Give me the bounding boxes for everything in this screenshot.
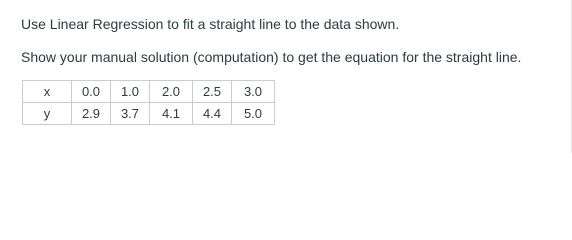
table-cell: 3.7 bbox=[111, 103, 150, 125]
instruction-text: Use Linear Regression to fit a straight line to the data shown. bbox=[21, 16, 400, 32]
table-row bbox=[23, 103, 275, 125]
solution-instruction-text: Show your manual solution (computation) to get the equation for the straight line. bbox=[21, 49, 522, 65]
data-table bbox=[22, 80, 275, 125]
table-cell: 1.0 bbox=[111, 81, 150, 103]
table-cell: 0.0 bbox=[72, 81, 111, 103]
table-row bbox=[23, 81, 275, 103]
row-label-x: x bbox=[23, 81, 72, 103]
table-cell: 2.5 bbox=[193, 81, 232, 103]
table-cell: 4.4 bbox=[193, 103, 232, 125]
table-cell: 3.0 bbox=[232, 81, 275, 103]
row-label-y: y bbox=[23, 103, 72, 125]
table-cell: 5.0 bbox=[232, 103, 275, 125]
table-cell: 2.9 bbox=[72, 103, 111, 125]
table-cell: 4.1 bbox=[150, 103, 193, 125]
table-cell: 2.0 bbox=[150, 81, 193, 103]
